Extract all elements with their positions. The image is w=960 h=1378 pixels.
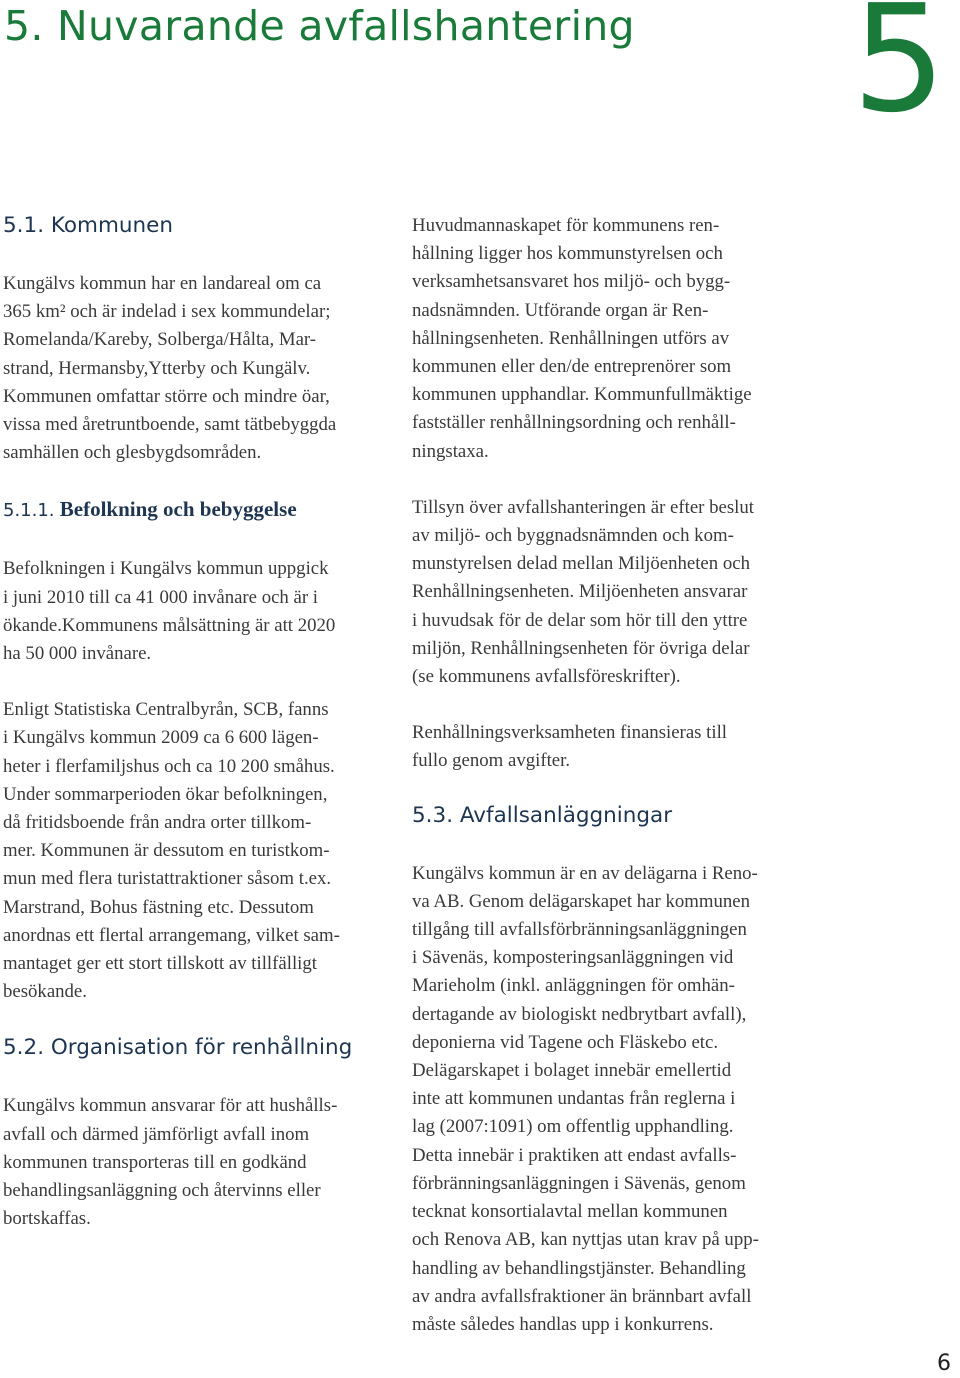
text-line: Kungälvs kommun har en landareal om ca: [3, 273, 322, 294]
text-line: Befolkningen i Kungälvs kommun uppgick: [3, 558, 329, 580]
paragraph-finansiering: [412, 719, 807, 775]
section-heading-5-2: 5.2. Organisation för renhållning: [3, 1035, 353, 1061]
text-line: hållningsenheten. Renhållningen utförs av: [412, 327, 730, 349]
text-line: ningstaxa.: [412, 440, 489, 462]
text-line: Kommunen omfattar större och mindre öar,: [3, 385, 330, 407]
text-line: hållning ligger hos kommunstyrelsen och: [412, 243, 723, 265]
text-line: Kungälvs kommun ansvarar för att hushålls-: [3, 1095, 338, 1117]
text-line: kommunen transporteras till en godkänd: [3, 1151, 307, 1173]
text-line: munstyrelsen delad mellan Miljöenheten och: [412, 553, 750, 575]
text-line: bortskaffas.: [3, 1208, 91, 1230]
text-line: Delägarskapet i bolaget innebär emellertid: [412, 1060, 732, 1082]
text-line: Tillsyn över avfallshanteringen är efter beslut: [412, 496, 754, 518]
text-line: deponierna vid Tagene och Fläskebo etc.: [412, 1031, 719, 1053]
text-line: Kungälvs kommun är en av delägarna i Reno-: [412, 862, 758, 884]
chapter-number: 5: [852, 0, 947, 145]
text-line: fullo genom avgifter.: [412, 750, 571, 772]
text-line: (se kommunens avfallsföreskrifter).: [412, 666, 681, 688]
paragraph-kommunen: [3, 270, 398, 467]
text-line: besökande.: [3, 981, 87, 1003]
text-line: strand, Hermansby,Ytterby och Kungälv.: [3, 357, 311, 379]
paragraph-huvudmannaskap: [412, 212, 807, 466]
text-line: ha 50 000 invånare.: [3, 643, 152, 665]
text-line: Enligt Statistiska Centralbyrån, SCB, fanns: [3, 699, 329, 721]
text-line: förbränningsanläggningen i Sävenäs, genom: [412, 1172, 746, 1194]
text-line: Detta innebär i praktiken att endast avfalls-: [412, 1144, 737, 1166]
text-line: avfall och därmed jämförligt avfall inom: [3, 1123, 310, 1145]
text-line: då fritidsboende från andra orter tillkom-: [3, 812, 312, 834]
text-line: vissa med åretruntboende, samt tätbebyggda: [3, 414, 337, 436]
text-line: tillgång till avfallsförbränningsanläggningen: [412, 919, 747, 941]
text-line: mantaget ger ett stort tillskott av tillfälligt: [3, 953, 317, 975]
text-line: mun med flera turistattraktioner såsom t.ex.: [3, 868, 332, 890]
text-line: i juni 2010 till ca 41 000 invånare och är i: [3, 586, 319, 608]
text-line: mer. Kommunen är dessutom en turistkom-: [3, 840, 330, 862]
text-line: inte att kommunen undantas från reglerna i: [412, 1088, 736, 1110]
page-number: 6: [937, 1351, 951, 1376]
text-line: verksamhetsansvaret hos miljö- och bygg-: [412, 271, 731, 293]
section-heading-5-1: 5.1. Kommunen: [3, 213, 174, 238]
paragraph-avfallsanlaggningar: [412, 860, 807, 1339]
text-line: 365 km² och är indelad i sex kommundelar;: [3, 301, 331, 323]
section-heading-5-1-1: [3, 495, 398, 525]
paragraph-befolkning: [3, 555, 398, 668]
text-line: behandlingsanläggning och återvinns eller: [3, 1180, 321, 1202]
section-number-5-1-1: 5.1.1.: [3, 500, 55, 522]
text-line: måste således handlas upp i konkurrens.: [412, 1313, 714, 1335]
paragraph-tillsyn: [412, 494, 807, 691]
text-line: samhällen och glesbygdsområden.: [3, 442, 262, 464]
text-line: Huvudmannaskapet för kommunens ren-: [412, 215, 720, 236]
text-line: Marieholm (inkl. anläggningen för omhän-: [412, 975, 735, 997]
text-line: kommunen eller den/de entreprenörer som: [412, 356, 732, 378]
text-line: Renhållningsenheten. Miljöenheten ansvarar: [412, 581, 748, 603]
text-line: tecknat konsortialavtal mellan kommunen: [412, 1201, 728, 1223]
text-line: kommunen upphandlar. Kommunfullmäktige: [412, 384, 752, 406]
paragraph-bebyggelse: [3, 696, 398, 1006]
text-line: lag (2007:1091) om offentlig upphandling.: [412, 1116, 734, 1138]
text-line: Romelanda/Kareby, Solberga/Hålta, Mar-: [3, 329, 317, 351]
text-line: nadsnämnden. Utförande organ är Ren-: [412, 299, 709, 321]
text-line: Under sommarperioden ökar befolkningen,: [3, 783, 328, 805]
section-title-5-1-1: Befolkning och bebyggelse: [54, 497, 297, 522]
paragraph-organisation: [3, 1092, 398, 1233]
text-line: miljön, Renhållningsenheten för övriga delar: [412, 637, 750, 659]
text-line: va AB. Genom delägarskapet har kommunen: [412, 890, 750, 912]
text-line: av miljö- och byggnadsnämnden och kom-: [412, 525, 734, 547]
text-line: fastställer renhållningsordning och renhåll-: [412, 412, 736, 434]
text-line: i Sävenäs, komposteringsanläggningen vid: [412, 947, 734, 969]
text-line: i huvudsak för de delar som hör till den yttre: [412, 609, 748, 631]
text-line: handling av behandlingstjänster. Behandling: [412, 1257, 746, 1279]
text-line: Renhållningsverksamheten finansieras till: [412, 722, 728, 744]
text-line: heter i flerfamiljshus och ca 10 200 småhus.: [3, 755, 335, 777]
chapter-title: 5. Nuvarande avfallshantering: [4, 2, 635, 50]
right-column: [412, 212, 807, 1339]
text-line: och Renova AB, kan nyttjas utan krav på upp-: [412, 1229, 759, 1251]
text-line: anordnas ett flertal arrangemang, vilket sam-: [3, 924, 340, 946]
text-line: av andra avfallsfraktioner än brännbart avfall: [412, 1285, 752, 1307]
text-line: dertagande av biologiskt nedbrytbart avfall),: [412, 1003, 747, 1025]
text-line: Marstrand, Bohus fästning etc. Dessutom: [3, 896, 314, 918]
section-heading-5-3: 5.3. Avfallsanläggningar: [412, 802, 673, 828]
text-line: i Kungälvs kommun 2009 ca 6 600 lägen-: [3, 727, 319, 749]
left-column: [3, 212, 398, 1233]
text-line: ökande.Kommunens målsättning är att 2020: [3, 614, 336, 636]
